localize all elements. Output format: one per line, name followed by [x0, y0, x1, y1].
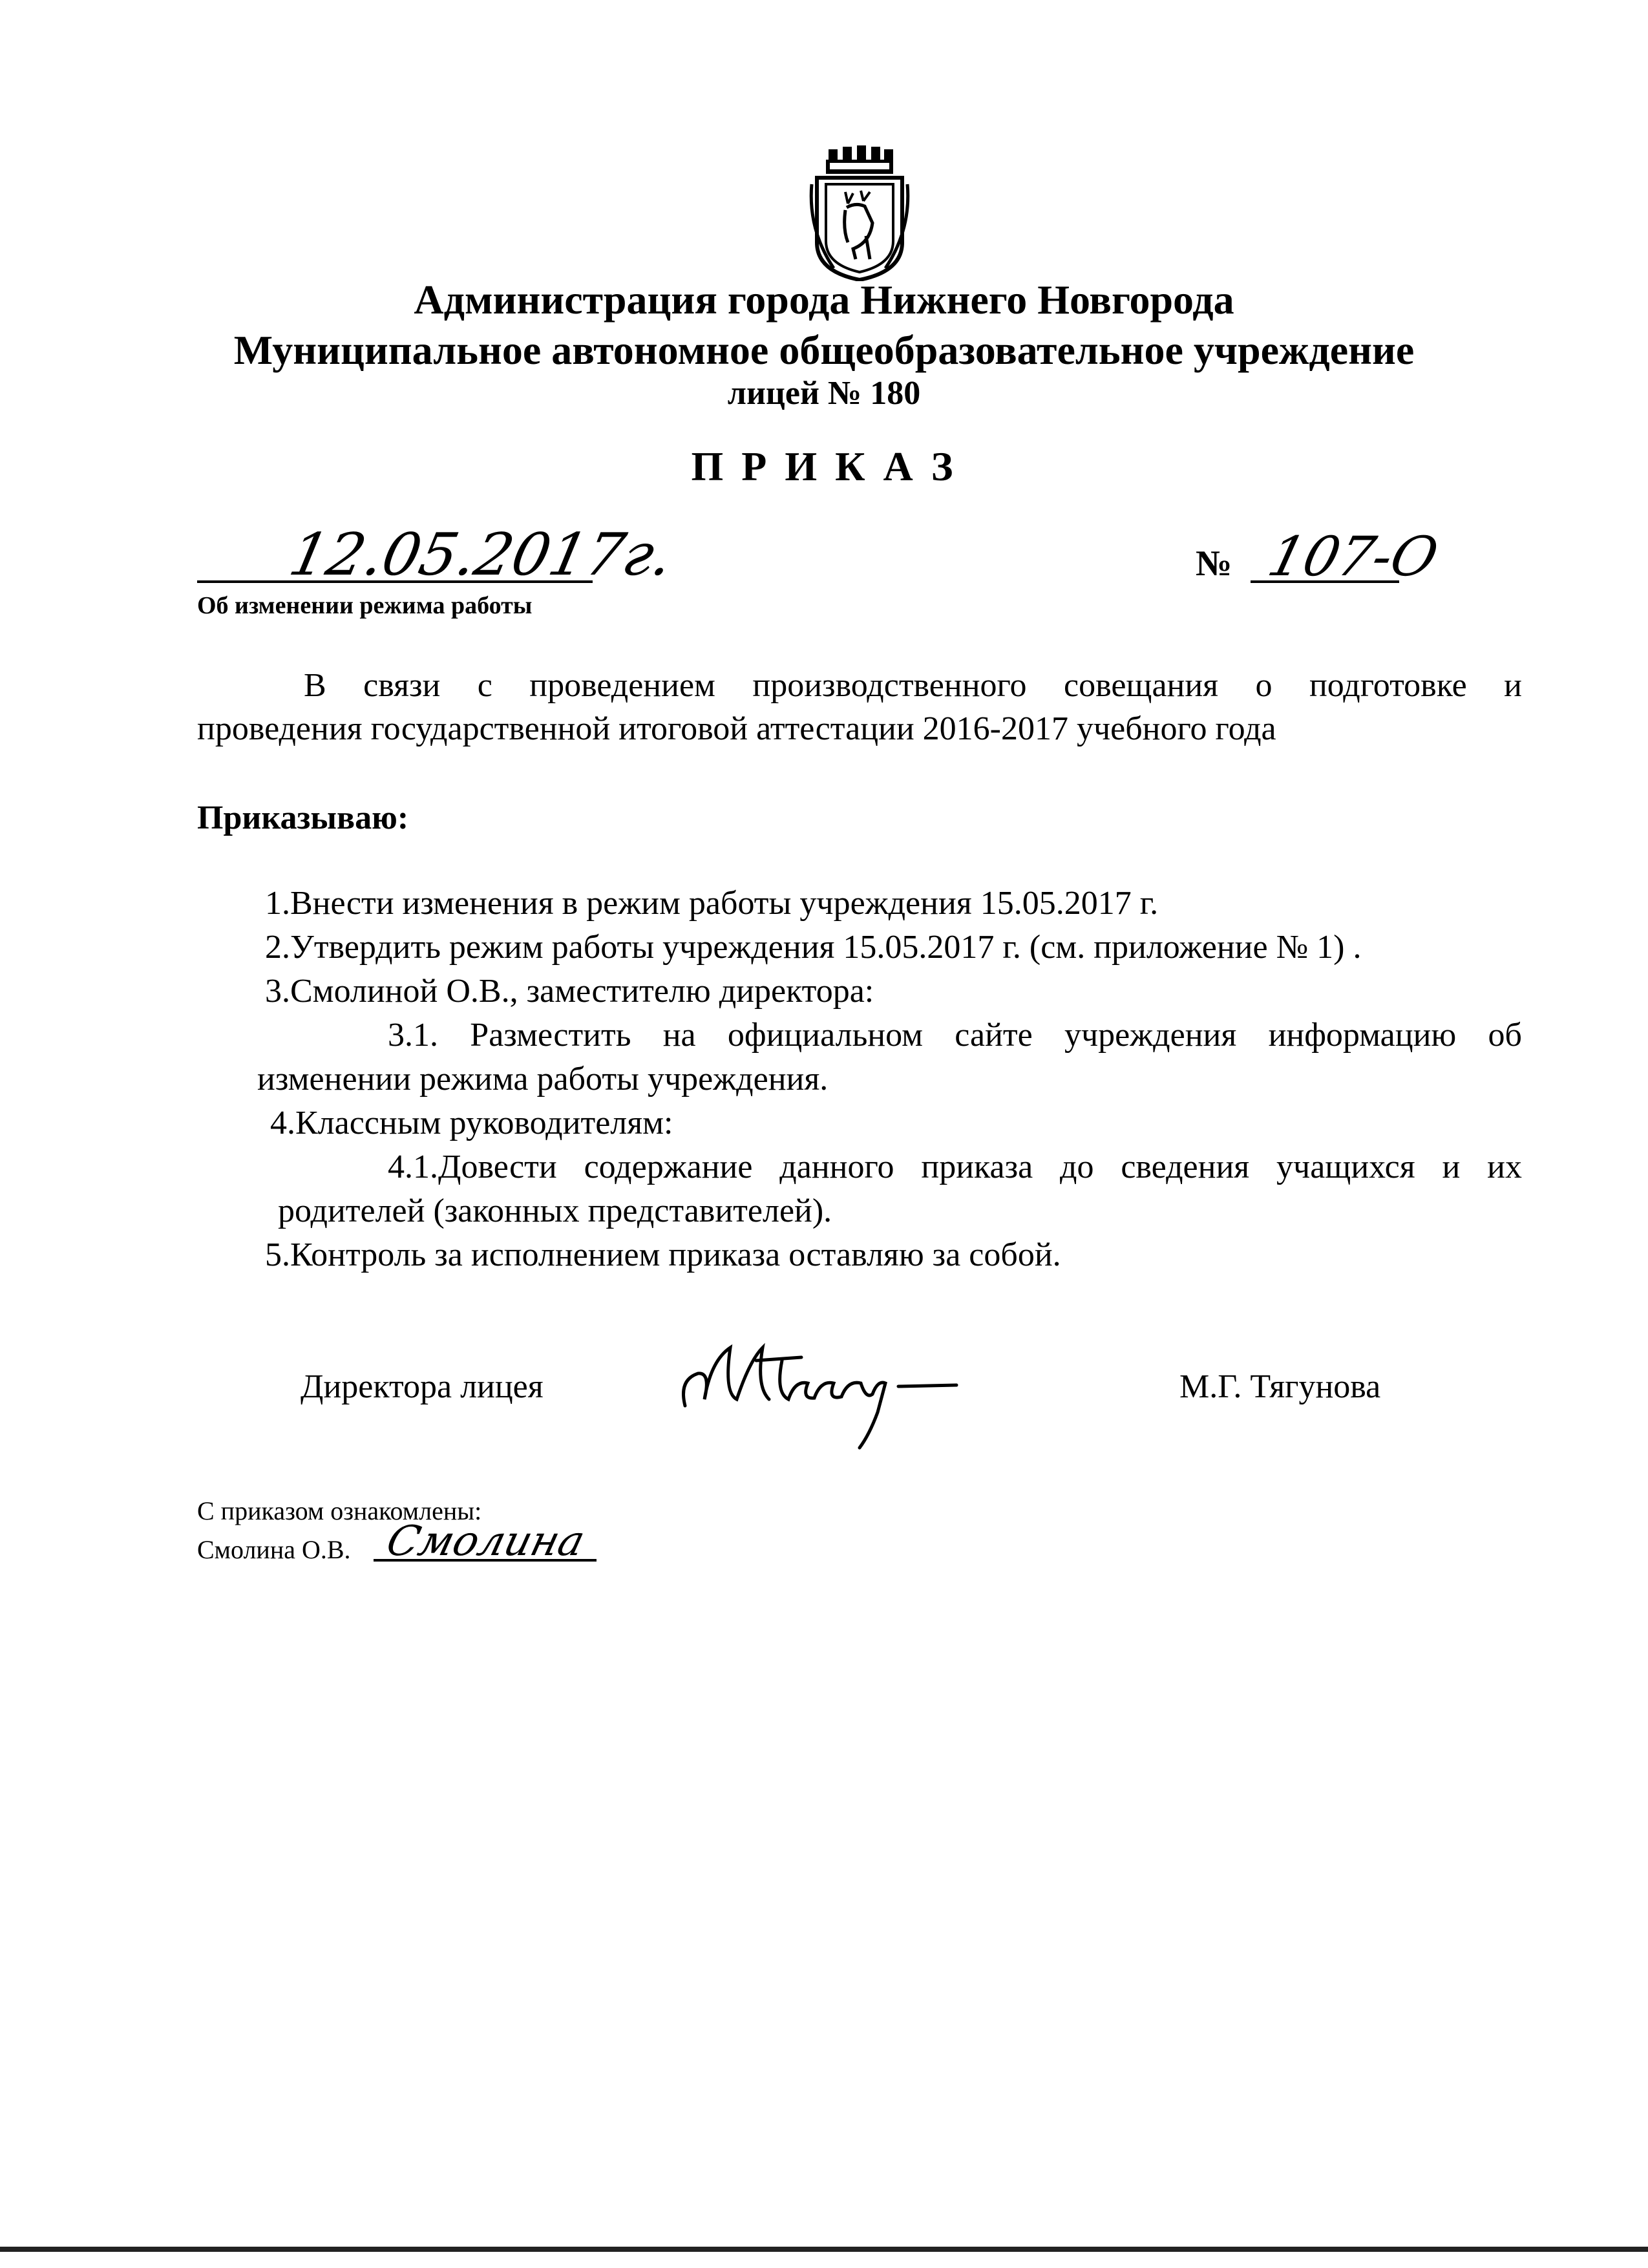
signatory-name: М.Г. Тягунова [1179, 1368, 1381, 1405]
school-title: лицей № 180 [727, 375, 921, 412]
acknowledgment-signature-handwritten: Смолина [381, 1518, 590, 1565]
document-type: П Р И К А З [691, 443, 957, 489]
item-3-1-line-2: изменении режима работы учреждения. [257, 1061, 829, 1097]
administration-title: Администрация города Нижнего Новгорода [414, 277, 1234, 323]
item-5: 5.Контроль за исполнением приказа оставляю за собой. [265, 1236, 1061, 1273]
preamble-line-2: проведения государственной итоговой аттестации 2016-2017 учебного года [197, 710, 1276, 747]
signatory-position: Директора лицея [301, 1368, 544, 1405]
order-subject: Об изменении режима работы [197, 592, 533, 619]
item-3-1-line-1: 3.1. Разместить на официальном сайте учреждения информацию об [388, 1017, 1522, 1054]
command-heading: Приказываю: [197, 800, 409, 836]
item-4: 4.Классным руководителям: [270, 1105, 673, 1141]
item-3: 3.Смолиной О.В., заместителю директора: [265, 973, 874, 1010]
preamble-line-1: В связи с проведением производственного совещания о подготовке и [304, 667, 1522, 704]
acknowledgment-title: С приказом ознакомлены: [197, 1496, 482, 1525]
scan-bottom-border [0, 2247, 1648, 2252]
institution-title: Муниципальное автономное общеобразовательное учреждение [233, 327, 1415, 373]
item-4-1-line-2: родителей (законных представителей). [278, 1192, 832, 1229]
coat-of-arms-emblem [808, 145, 911, 281]
acknowledgment-person: Смолина О.В. [197, 1535, 351, 1564]
item-2: 2.Утвердить режим работы учреждения 15.05.2017 г. (см. приложение № 1) . [265, 929, 1362, 966]
order-date-handwritten: 12.05.2017г. [283, 521, 679, 589]
order-number-label: № [1196, 544, 1232, 584]
director-signature-image [672, 1322, 969, 1451]
item-1: 1.Внести изменения в режим работы учреждения 15.05.2017 г. [265, 885, 1159, 922]
order-number-handwritten: 107-О [1262, 525, 1444, 588]
item-4-1-line-1: 4.1.Довести содержание данного приказа до сведения учащихся и их [388, 1149, 1522, 1185]
